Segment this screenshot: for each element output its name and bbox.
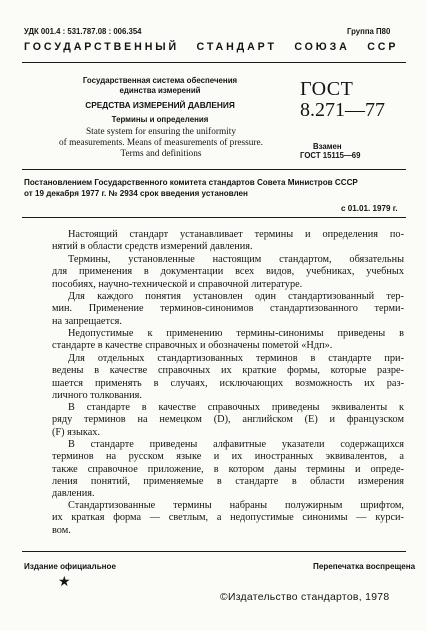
paragraph-line: (F) языках.: [52, 426, 101, 438]
decree-line-1: Постановлением Государственного комитета стандартов Совета Министров СССР: [24, 178, 358, 187]
group-code: Группа П80: [347, 27, 391, 36]
paragraph-line: также справочное приложение, в котором даны термины и опреде-: [52, 463, 404, 475]
paragraph-line: давления.: [52, 488, 95, 500]
footer-rule: [22, 551, 406, 552]
gost-label: ГОСТ: [300, 78, 354, 100]
paragraph-line: пособиях, научно-технической и справочной литературе.: [52, 278, 303, 290]
paragraph-line: для применения в документации всех видов, учебниках, учебных: [52, 266, 404, 278]
paragraph-5: [52, 353, 404, 402]
paragraph-line: вом.: [52, 524, 71, 536]
paragraph-1: [52, 229, 404, 254]
decree-rule: [22, 217, 406, 218]
official-edition: Издание официальное: [24, 562, 116, 571]
paragraph-line: Для каждого понятия установлен один стандартизованный тер-: [68, 291, 404, 302]
paragraph-line: ряду терминов на немецком (D), английском (E) и французском: [52, 414, 404, 426]
paragraph-line: их краткая форма — светлым, а недопустимые синонимы — курси-: [52, 512, 404, 524]
paragraph-2: [52, 254, 404, 291]
paragraph-line: личного толкования.: [52, 389, 142, 401]
paragraph-line: стандарте в качестве справочных и обозначены пометой «Ндп».: [52, 340, 333, 352]
paragraph-line: Термины, установленные настоящим стандартом, обязательны: [68, 254, 404, 265]
english-title-line-1: State system for ensuring the uniformity: [85, 127, 237, 137]
effective-date: с 01.01. 1979 г.: [341, 204, 398, 213]
paragraph-7: [52, 439, 404, 500]
english-title-line-2: of measurements. Means of measurements of pressure.: [59, 138, 263, 148]
paragraph-line: ведены в качестве справочных их краткие формы, которые разре-: [52, 365, 404, 377]
replaces-value: ГОСТ 15115—69: [300, 151, 361, 160]
english-title-line-3: Terms and definitions: [120, 149, 202, 159]
title-rule: [22, 169, 406, 170]
paragraph-line: терминов на русском языке и их иностранных эквивалентов, а: [52, 451, 404, 463]
paragraph-line: Стандартизованные термины набраны полужирным шрифтом,: [68, 500, 404, 511]
paragraph-line: мин. Применение терминов-синонимов стандартизованного терми-: [52, 303, 404, 315]
paragraph-4: [52, 328, 404, 353]
header-rule: [22, 62, 406, 63]
paragraph-line: ления понятий, применяемые в стандарте в области измерения: [52, 475, 404, 487]
decree-line-2: от 19 декабря 1977 г. № 2934 срок введения установлен: [24, 189, 248, 198]
gost-number: 8.271—77: [300, 99, 385, 121]
standard-title: СРЕДСТВА ИЗМЕРЕНИЙ ДАВЛЕНИЯ: [85, 100, 235, 110]
paragraph-8: [52, 500, 404, 537]
standard-subtitle: Термины и определения: [111, 115, 209, 124]
system-line-2: единства измерений: [119, 86, 201, 95]
udk-code: УДК 001.4 : 531.787.08 : 006.354: [24, 27, 142, 36]
replaces-label: Взамен: [313, 142, 342, 151]
paragraph-line: В стандарте в качестве справочных приведены эквиваленты к: [68, 402, 404, 413]
reprint-notice: Перепечатка воспрещена: [313, 562, 416, 571]
system-line-1: Государственная система обеспечения: [82, 76, 238, 85]
paragraph-3: [52, 291, 404, 328]
paragraph-line: нятий в области средств измерений давления.: [52, 241, 253, 253]
paragraph-line: шается применять в случаях, исключающих возможность их раз-: [52, 377, 404, 389]
star-icon: ★: [58, 575, 71, 590]
paragraph-line: Для отдельных стандартизованных терминов в стандарте при-: [68, 353, 404, 364]
paragraph-line: Настоящий стандарт устанавливает термины и определения по-: [68, 229, 404, 240]
copyright: ©Издательство стандартов, 1978: [220, 592, 390, 603]
standard-banner: ГОСУДАРСТВЕННЫЙ СТАНДАРТ СОЮЗА ССР: [24, 41, 399, 53]
paragraph-line: Недопустимые к применению термины-синонимы приведены в: [68, 328, 404, 339]
paragraph-line: В стандарте приведены алфавитные указатели содержащихся: [68, 439, 404, 450]
paragraph-line: на запрещается.: [52, 315, 122, 327]
paragraph-6: [52, 402, 404, 439]
